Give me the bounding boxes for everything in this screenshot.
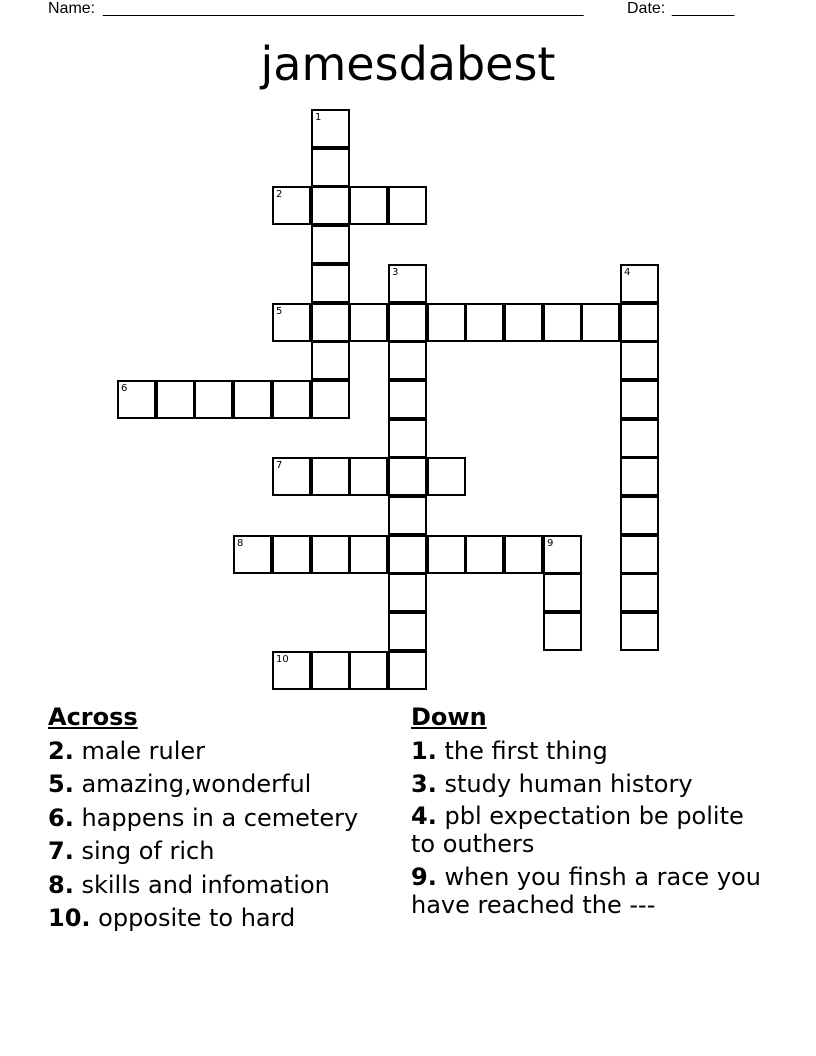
grid-cell[interactable] <box>388 380 427 419</box>
clue-number: 1. <box>411 736 437 765</box>
name-field[interactable]: ______________________________________________________ <box>103 0 584 17</box>
grid-cell[interactable] <box>388 419 427 458</box>
grid-cell[interactable] <box>233 380 272 419</box>
across-clue-5 <box>48 768 403 802</box>
down-heading: Down <box>411 703 487 731</box>
grid-cell[interactable] <box>388 535 427 574</box>
across-clue-2 <box>48 735 403 769</box>
clue-number: 9. <box>411 863 437 891</box>
clue-text: study human history <box>444 770 693 798</box>
name-label: Name: <box>48 0 96 17</box>
cell-number: 6 <box>121 383 128 394</box>
grid-cell[interactable] <box>620 612 659 651</box>
grid-cell[interactable] <box>620 341 659 380</box>
grid-cell[interactable] <box>272 380 311 419</box>
grid-cell[interactable] <box>388 496 427 535</box>
grid-cell[interactable] <box>620 496 659 535</box>
grid-cell[interactable] <box>388 457 427 496</box>
down-clue-4 <box>411 802 766 858</box>
date-label: Date: <box>627 0 666 17</box>
clue-text: sing of rich <box>81 837 215 865</box>
grid-cell[interactable] <box>272 535 311 574</box>
cell-number: 4 <box>624 267 631 278</box>
grid-cell[interactable] <box>349 457 388 496</box>
grid-cell[interactable] <box>311 303 350 342</box>
across-clue-6 <box>48 802 403 836</box>
clue-text: the first thing <box>444 736 608 765</box>
clue-text: skills and infomation <box>81 870 330 899</box>
grid-cell[interactable] <box>543 612 582 651</box>
across-clue-7 <box>48 835 403 869</box>
grid-cell[interactable] <box>388 303 427 342</box>
grid-cell[interactable] <box>620 303 659 342</box>
grid-cell[interactable] <box>543 303 582 342</box>
clue-text: amazing,wonderful <box>81 770 312 798</box>
clue-text: happens in a cemetery <box>81 803 359 832</box>
grid-cell[interactable] <box>311 148 350 187</box>
grid-cell[interactable] <box>311 264 350 303</box>
grid-cell[interactable] <box>311 380 350 419</box>
clue-number: 10. <box>48 904 91 932</box>
grid-cell[interactable] <box>465 303 504 342</box>
cell-number: 8 <box>237 538 244 549</box>
clue-text: male ruler <box>81 736 205 765</box>
grid-cell[interactable] <box>272 651 311 690</box>
grid-cell[interactable] <box>465 535 504 574</box>
grid-cell[interactable] <box>272 303 311 342</box>
grid-cell[interactable] <box>349 303 388 342</box>
clue-number: 2. <box>48 736 74 765</box>
grid-cell[interactable] <box>349 186 388 225</box>
grid-cell[interactable] <box>349 651 388 690</box>
clue-text: pbl expectation be polite to outhers <box>411 801 744 858</box>
grid-cell[interactable] <box>620 264 659 303</box>
cell-number: 7 <box>276 460 283 471</box>
grid-cell[interactable] <box>233 535 272 574</box>
grid-cell[interactable] <box>388 186 427 225</box>
grid-cell[interactable] <box>504 535 543 574</box>
across-clue-8 <box>48 869 403 903</box>
grid-cell[interactable] <box>311 341 350 380</box>
grid-cell[interactable] <box>427 457 466 496</box>
puzzle-title: jamesdabest <box>260 37 556 91</box>
grid-cell[interactable] <box>311 109 350 148</box>
grid-cell[interactable] <box>388 612 427 651</box>
down-clue-1 <box>411 735 766 769</box>
grid-cell[interactable] <box>388 264 427 303</box>
clue-number: 7. <box>48 837 74 865</box>
grid-cell[interactable] <box>272 457 311 496</box>
grid-cell[interactable] <box>620 419 659 458</box>
cell-number: 5 <box>276 306 283 317</box>
grid-cell[interactable] <box>427 303 466 342</box>
cell-number: 9 <box>547 538 554 549</box>
grid-cell[interactable] <box>543 535 582 574</box>
date-field[interactable]: _______ <box>672 0 735 17</box>
clue-text: opposite to hard <box>98 904 296 932</box>
grid-cell[interactable] <box>427 535 466 574</box>
clue-number: 4. <box>411 801 437 830</box>
grid-cell[interactable] <box>620 457 659 496</box>
grid-cell[interactable] <box>311 225 350 264</box>
grid-cell[interactable] <box>311 186 350 225</box>
across-clue-10 <box>48 902 403 936</box>
grid-cell[interactable] <box>581 303 620 342</box>
grid-cell[interactable] <box>504 303 543 342</box>
clue-text: when you finsh a race you have reached the --- <box>411 863 761 919</box>
grid-cell[interactable] <box>388 341 427 380</box>
grid-cell[interactable] <box>349 535 388 574</box>
clue-number: 8. <box>48 870 74 899</box>
down-clue-3 <box>411 768 766 802</box>
grid-cell[interactable] <box>620 573 659 612</box>
down-clues <box>411 701 766 925</box>
grid-cell[interactable] <box>272 186 311 225</box>
clue-number: 5. <box>48 770 74 798</box>
grid-cell[interactable] <box>311 535 350 574</box>
cell-number: 10 <box>276 654 289 665</box>
clue-number: 3. <box>411 770 437 798</box>
cell-number: 3 <box>392 267 399 278</box>
clue-number: 6. <box>48 803 74 832</box>
across-heading: Across <box>48 703 138 731</box>
down-clue-9 <box>411 863 766 919</box>
grid-cell[interactable] <box>543 573 582 612</box>
grid-cell[interactable] <box>388 573 427 612</box>
grid-cell[interactable] <box>388 651 427 690</box>
grid-cell[interactable] <box>117 380 156 419</box>
grid-cell[interactable] <box>156 380 195 419</box>
cell-number: 2 <box>276 189 283 200</box>
across-clues <box>48 701 403 936</box>
grid-cell[interactable] <box>311 457 350 496</box>
grid-cell[interactable] <box>620 535 659 574</box>
grid-cell[interactable] <box>311 651 350 690</box>
cell-number: 1 <box>315 112 322 123</box>
grid-cell[interactable] <box>620 380 659 419</box>
grid-cell[interactable] <box>194 380 233 419</box>
